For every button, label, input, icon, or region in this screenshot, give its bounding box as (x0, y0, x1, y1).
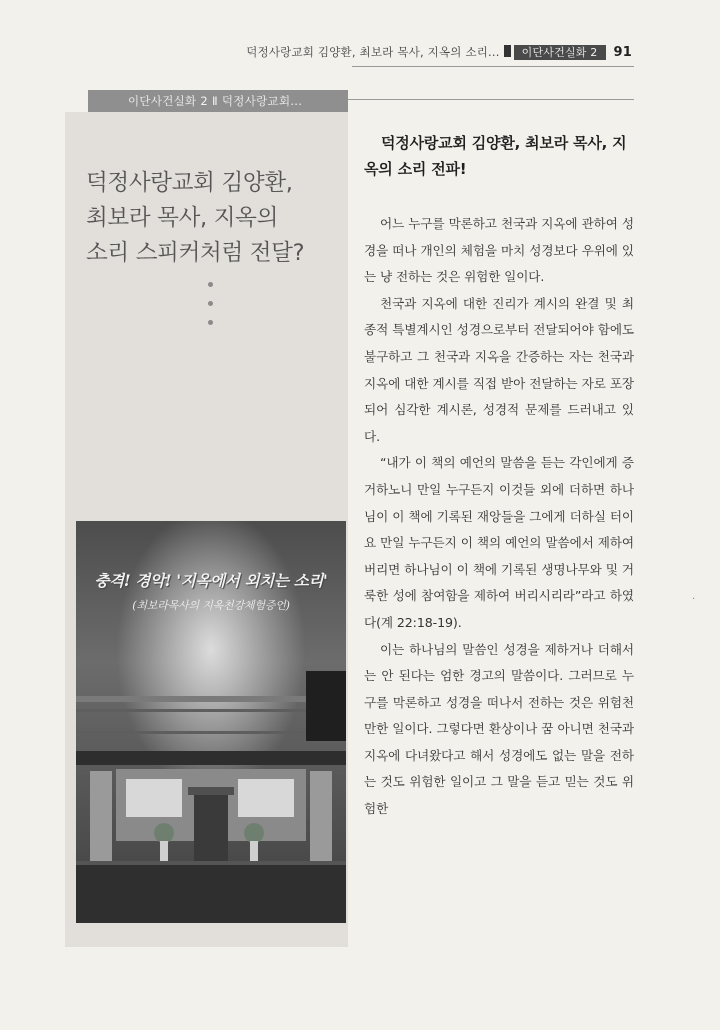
banner-title: 충격! 경악! '지옥에서 외치는 소리' (94, 571, 328, 590)
article-paragraph: 천국과 지옥에 대한 진리가 계시의 완결 및 최종적 특별계시인 성경으로부터 전달되어야 함에도 불구하고 그 천국과 지옥을 간증하는 자는 천국과 지옥에 대한 계시를 직접 받아 전달하는 자로 포장되어 심각한 계시론, 성경적 문제를 드러내고 있다. (364, 295, 634, 444)
header-rule (352, 66, 634, 67)
pull-quote-line: 최보라 목사, 지옥의 (86, 205, 279, 231)
article-paragraph: 어느 누구를 막론하고 천국과 지옥에 관하여 성경을 떠나 개인의 체험을 마치 성경보다 우위에 있는 냥 전하는 것은 위험한 일이다. (364, 216, 634, 285)
article-paragraph: “내가 이 책의 예언의 말씀을 듣는 각인에게 증거하노니 만일 누구든지 이것들 외에 더하면 하나님이 이 책에 기록된 재앙들을 그에게 더하실 터이요 만일 누구든지 이 책의 예언의 말씀에서 제하여 버리면 하나님이 이 책에 기록된 생명나무와 및 거룩한 성에 참여함을 제하여 버리시리라”라고 하였다(계 22:18-19). (364, 455, 634, 630)
dot (208, 282, 213, 287)
series-label: 이단사건실화 2 (514, 45, 606, 60)
article-body (364, 211, 634, 823)
article-title: 덕정사랑교회 김양환, 최보라 목사, 지옥의 소리 전파! (364, 134, 627, 178)
page-number: 91 (613, 45, 632, 60)
banner-subtitle: (최보라목사의 지옥천강체험증언) (132, 599, 290, 612)
running-header (0, 44, 632, 61)
pull-quote-line: 소리 스피커처럼 전달? (86, 240, 305, 266)
article-paragraph: 이는 하나님의 말씀인 성경을 제하거나 더해서는 안 된다는 엄한 경고의 말씀이다. 그러므로 누구를 막론하고 성경을 떠나서 전하는 것은 위험천만한 일이다. 그렇다면 환상이나 꿈 아니면 천국과 지옥에 다녀왔다고 해서 성경에도 없는 말을 전하는 것도 위험한 일이고 그 말을 듣고 믿는 것도 위험한 (364, 641, 634, 817)
pull-quote-line: 덕정사랑교회 김양환, (86, 170, 293, 196)
running-title: 덕정사랑교회 김양환, 최보라 목사, 지옥의 소리... (246, 45, 500, 59)
church-interior-photo (76, 521, 346, 923)
scan-mark: · (692, 594, 696, 605)
dot (208, 320, 213, 325)
header-bar-marker (504, 45, 511, 57)
pull-quote (86, 166, 348, 271)
dot (208, 301, 213, 306)
ellipsis-dots (208, 282, 218, 339)
section-rule (348, 99, 634, 100)
section-tab: 이단사건실화 2 Ⅱ 덕정사랑교회... (88, 90, 348, 112)
